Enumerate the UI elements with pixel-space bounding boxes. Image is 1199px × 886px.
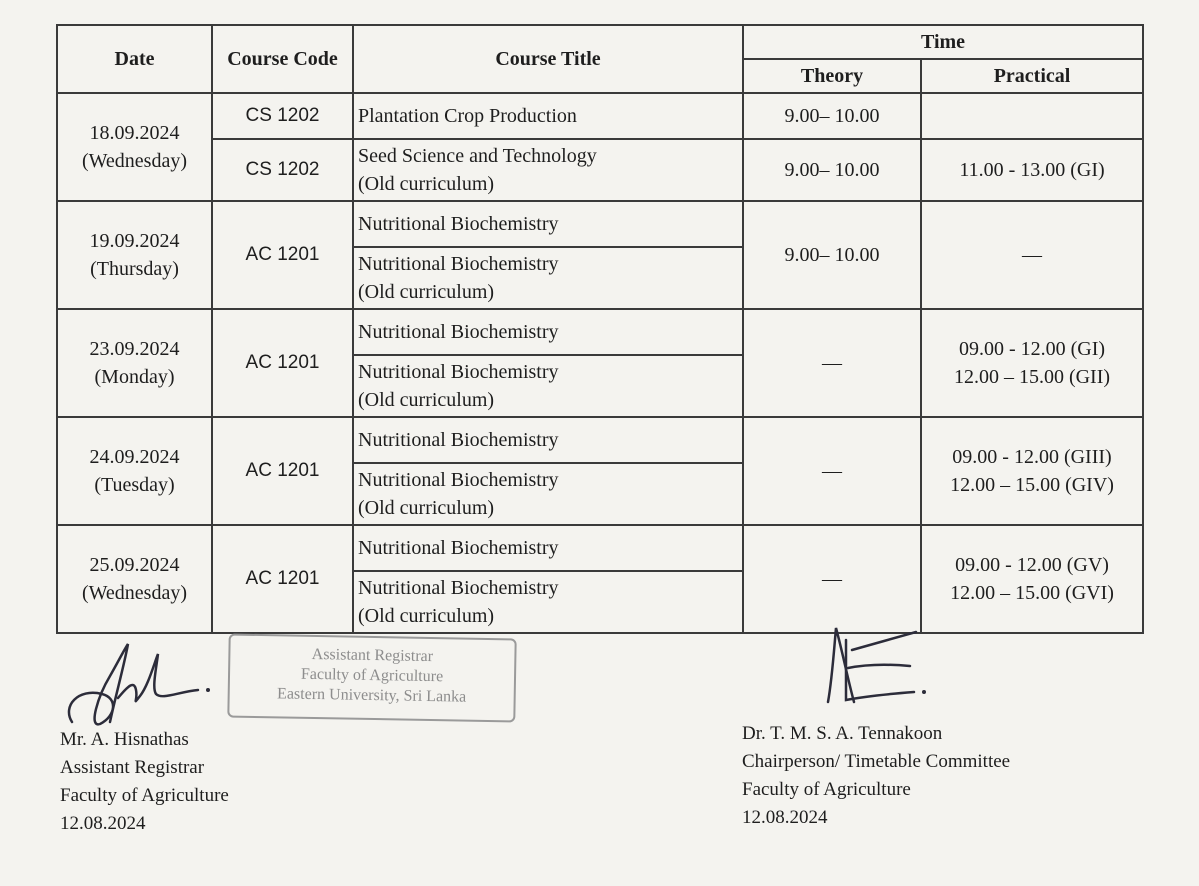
course-title: Nutritional Biochemistry — [358, 537, 559, 559]
date-value: 23.09.2024 — [89, 338, 180, 360]
course-title-cell — [353, 355, 743, 417]
table-row — [57, 201, 1143, 247]
signatory-date: 12.08.2024 — [742, 807, 828, 828]
date-cell — [57, 417, 212, 525]
table-row — [57, 139, 1143, 201]
practical-line: — — [1022, 244, 1042, 266]
course-title-cell — [353, 463, 743, 525]
header-theory: Theory — [743, 59, 921, 93]
practical-line: 09.00 - 12.00 (GIII) — [952, 446, 1112, 468]
exam-timetable — [56, 24, 1144, 634]
stamp-line: Faculty of Agriculture — [300, 665, 444, 686]
header-practical: Practical — [921, 59, 1143, 93]
table-row — [57, 417, 1143, 463]
course-title-cell — [353, 93, 743, 139]
header-time: Time — [743, 25, 1143, 59]
signatory-faculty: Faculty of Agriculture — [60, 785, 229, 806]
signatory-name: Dr. T. M. S. A. Tennakoon — [742, 723, 943, 744]
course-note: (Old curriculum) — [358, 281, 495, 303]
signatory-title: Assistant Registrar — [60, 757, 205, 778]
course-code-cell: AC 1201 — [212, 309, 353, 417]
course-title: Nutritional Biochemistry — [358, 213, 559, 235]
course-title-cell — [353, 247, 743, 309]
day-value: (Wednesday) — [81, 150, 187, 172]
course-title-cell — [353, 417, 743, 463]
course-title: Nutritional Biochemistry — [358, 577, 559, 599]
practical-line: 09.00 - 12.00 (GV) — [955, 554, 1109, 576]
signatory-left — [60, 726, 229, 838]
date-value: 19.09.2024 — [89, 230, 180, 252]
practical-cell — [921, 201, 1143, 309]
header-course-code: Course Code — [212, 25, 353, 93]
date-cell — [57, 93, 212, 201]
theory-cell: — — [743, 417, 921, 525]
table-row — [57, 525, 1143, 571]
header-course-title: Course Title — [353, 25, 743, 93]
course-note: (Old curriculum) — [358, 173, 495, 195]
official-stamp — [227, 633, 516, 722]
course-code-cell: AC 1201 — [212, 417, 353, 525]
course-title: Nutritional Biochemistry — [358, 469, 559, 491]
signatory-right — [742, 720, 1010, 832]
theory-cell: — — [743, 309, 921, 417]
date-cell — [57, 201, 212, 309]
practical-cell — [921, 417, 1143, 525]
practical-line: 12.00 – 15.00 (GII) — [953, 366, 1111, 388]
course-title: Nutritional Biochemistry — [358, 321, 559, 343]
date-value: 24.09.2024 — [89, 446, 180, 468]
signature-right-icon — [818, 620, 938, 710]
course-note: (Old curriculum) — [358, 497, 495, 519]
course-title: Nutritional Biochemistry — [358, 429, 559, 451]
practical-cell — [921, 309, 1143, 417]
date-value: 18.09.2024 — [89, 122, 180, 144]
course-note: (Old curriculum) — [358, 389, 495, 411]
practical-cell — [921, 93, 1143, 139]
course-title-cell — [353, 139, 743, 201]
practical-line: 09.00 - 12.00 (GI) — [958, 338, 1106, 360]
signatory-title: Chairperson/ Timetable Committee — [742, 751, 1011, 772]
day-value: (Tuesday) — [94, 474, 175, 496]
date-cell — [57, 309, 212, 417]
signatory-date: 12.08.2024 — [60, 813, 146, 834]
course-code-cell: CS 1202 — [212, 93, 353, 139]
day-value: (Wednesday) — [81, 582, 187, 604]
table-row — [57, 309, 1143, 355]
theory-cell: 9.00– 10.00 — [743, 139, 921, 201]
course-title: Nutritional Biochemistry — [358, 361, 559, 383]
course-title-cell — [353, 571, 743, 633]
theory-cell: 9.00– 10.00 — [743, 201, 921, 309]
practical-cell: 11.00 - 13.00 (GI) — [921, 139, 1143, 201]
course-title: Plantation Crop Production — [358, 105, 577, 127]
date-value: 25.09.2024 — [89, 554, 180, 576]
course-title: Nutritional Biochemistry — [358, 253, 559, 275]
theory-cell: — — [743, 525, 921, 633]
theory-cell: 9.00– 10.00 — [743, 93, 921, 139]
practical-cell — [921, 525, 1143, 633]
course-code-cell: CS 1202 — [212, 139, 353, 201]
stamp-line: Eastern University, Sri Lanka — [276, 685, 467, 706]
day-value: (Monday) — [94, 366, 175, 388]
course-title: Seed Science and Technology — [358, 145, 597, 167]
table-row — [57, 93, 1143, 139]
course-title-cell — [353, 309, 743, 355]
day-value: (Thursday) — [90, 258, 179, 280]
signature-left-icon — [58, 636, 218, 732]
course-code-cell: AC 1201 — [212, 525, 353, 633]
practical-line: 12.00 – 15.00 (GIV) — [950, 474, 1114, 496]
practical-line: 12.00 – 15.00 (GVI) — [950, 582, 1114, 604]
signatory-name: Mr. A. Hisnathas — [60, 729, 189, 750]
signatory-faculty: Faculty of Agriculture — [742, 779, 911, 800]
course-code-cell: AC 1201 — [212, 201, 353, 309]
course-title-cell — [353, 525, 743, 571]
course-note: (Old curriculum) — [358, 605, 495, 627]
stamp-line: Assistant Registrar — [311, 645, 434, 666]
course-title-cell — [353, 201, 743, 247]
header-date: Date — [57, 25, 212, 93]
date-cell — [57, 525, 212, 633]
